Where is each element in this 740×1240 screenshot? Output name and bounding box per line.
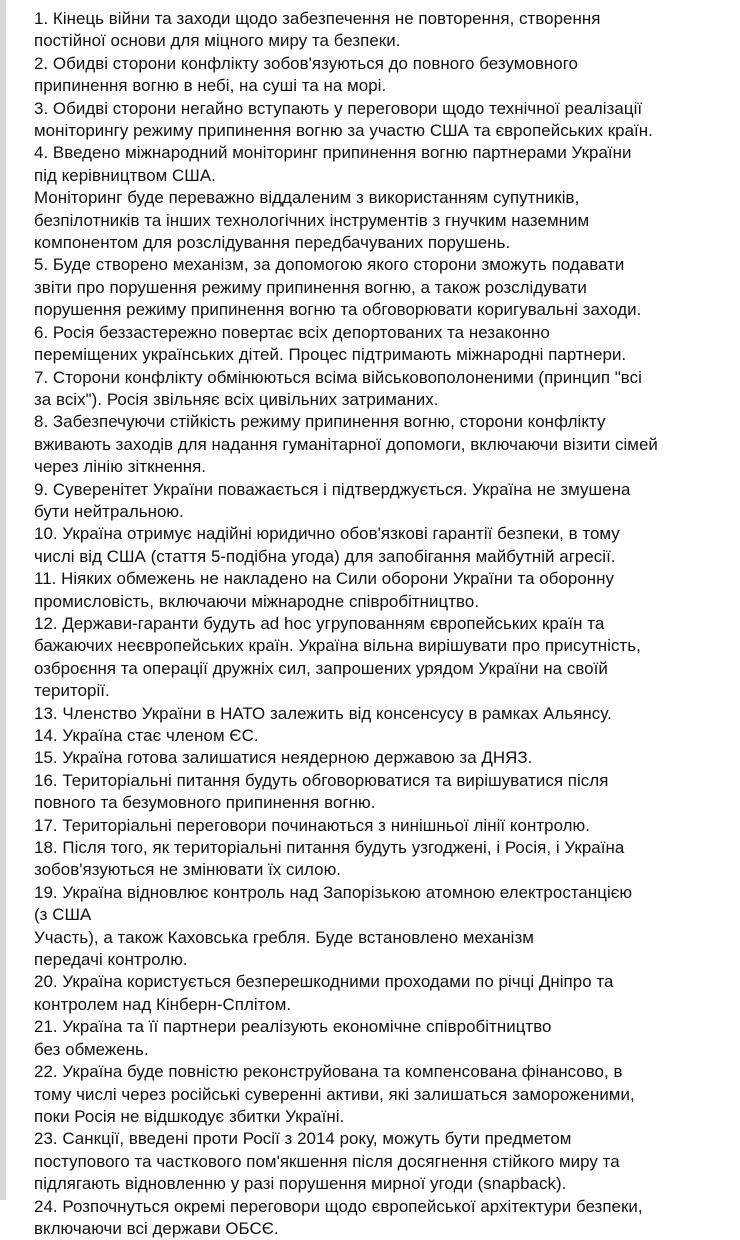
text-line: 6. Росія беззастережно повертає всіх депортованих та незаконно	[34, 322, 550, 342]
text-line: без обмежень.	[34, 1039, 149, 1059]
text-line: поки Росія не відшкодує збитки Україні.	[34, 1106, 345, 1126]
text-line: 12. Держави-гаранти будуть ad hoc угрупованням європейських країн та	[34, 613, 605, 633]
text-line: 11. Ніяких обмежень не накладено на Сили оборони України та оборонну	[34, 569, 615, 589]
text-line: через лінію зіткнення.	[34, 457, 207, 477]
text-line: 18. Після того, як територіальні питання будуть узгоджені, і Росія, і Україна	[34, 838, 625, 858]
text-line: переміщених українських дітей. Процес підтримають міжнародні партнери.	[34, 345, 627, 365]
text-line: 16. Територіальні питання будуть обговорюватися та вирішуватися після	[34, 770, 609, 790]
text-line: числі від США (стаття 5-подібна угода) для запобігання майбутній агресії.	[34, 546, 616, 566]
text-line: 22. Україна буде повністю реконструйована та компенсована фінансово, в	[34, 1062, 623, 1082]
text-line: бажаючих неєвропейських країн. Україна вільна вирішувати про присутність,	[34, 636, 641, 656]
text-line: включаючи всі держави ОБСЄ.	[34, 1218, 279, 1238]
text-line: припинення вогню в небі, на суші та на морі.	[34, 76, 387, 96]
text-line: безпілотників та інших технологічних інструментів з гнучким наземним	[34, 210, 590, 230]
text-line: 1. Кінець війни та заходи щодо забезпечення не повторення, створення	[34, 9, 601, 28]
text-line: 7. Сторони конфлікту обмінюються всіма військовополоненими (принцип "всі	[34, 367, 642, 387]
text-line: 17. Територіальні переговори починаються з нинішньої лінії контролю.	[34, 815, 591, 835]
text-line: Моніторинг буде переважно віддаленим з використанням супутників,	[34, 188, 580, 208]
text-line: під керівництвом США.	[34, 165, 216, 185]
text-line: 23. Санкції, введені проти Росії з 2014 року, можуть бути предметом	[34, 1129, 572, 1149]
text-line: звіти про порушення режиму припинення вогню, а також розслідувати	[34, 277, 587, 297]
left-border	[0, 0, 6, 1200]
text-line: 20. Україна користується безперешкодними проходами по річці Дніпро та	[34, 972, 614, 992]
text-line: повного та безумовного припинення вогню.	[34, 793, 376, 813]
text-line: 3. Обидві сторони негайно вступають у переговори щодо технічної реалізації	[34, 98, 643, 118]
document-text	[34, 8, 734, 1240]
text-line: передачі контролю.	[34, 950, 188, 970]
text-line: 19. Україна відновлює контроль над Запорізькою атомною електростанцією	[34, 882, 633, 902]
text-line: 2. Обидві сторони конфлікту зобов'язуються до повного безумовного	[34, 53, 578, 73]
text-line: 14. Україна стає членом ЄС.	[34, 726, 259, 745]
text-line: вживають заходів для надання гуманітарної допомоги, включаючи візити сімей	[34, 434, 658, 454]
text-line: Участь), а також Каховська гребля. Буде встановлено механізм	[34, 927, 534, 947]
text-line: 8. Забезпечуючи стійкість режиму припинення вогню, сторони конфлікту	[34, 412, 606, 432]
text-line: 24. Розпочнуться окремі переговори щодо європейської архітектури безпеки,	[34, 1196, 643, 1216]
text-line: (з США	[34, 905, 92, 925]
text-line: 4. Введено міжнародний моніторинг припинення вогню партнерами України	[34, 143, 632, 163]
text-line: за всіх"). Росія звільняє всіх цивільних затриманих.	[34, 389, 439, 409]
text-line: бути нейтральною.	[34, 501, 184, 521]
text-line: моніторингу режиму припинення вогню за участю США та європейських країн.	[34, 121, 653, 141]
text-line: озброєння та операції дружніх сил, запрошених урядом України на своїй	[34, 658, 608, 678]
text-line: 15. Україна готова залишатися неядерною державою за ДНЯЗ.	[34, 748, 533, 768]
text-line: порушення режиму припинення вогню та обговорювати коригувальні заходи.	[34, 300, 642, 320]
text-line: підлягають відновленню у разі порушення мирної угоди (snapback).	[34, 1174, 567, 1194]
text-line: поступового та часткового пом'якшення після досягнення стійкого миру та	[34, 1151, 620, 1171]
text-line: тому числі через російські суверенні активи, які залишаться замороженими,	[34, 1084, 635, 1104]
text-line: 5. Буде створено механізм, за допомогою якого сторони зможуть подавати	[34, 255, 625, 275]
text-line: промисловість, включаючи міжнародне співробітництво.	[34, 591, 480, 611]
text-line: постійної основи для міцного миру та безпеки.	[34, 31, 401, 51]
text-line: 10. Україна отримує надійні юридично обов'язкові гарантії безпеки, в тому	[34, 524, 620, 544]
text-line: контролем над Кінберн-Сплітом.	[34, 994, 292, 1014]
text-line: зобов'язуються не змінювати їх силою.	[34, 860, 342, 880]
text-line: 9. Суверенітет України поважається і підтверджується. Україна не змушена	[34, 479, 631, 499]
text-line: території.	[34, 681, 110, 701]
text-line: 21. Україна та її партнери реалізують економічне співробітництво	[34, 1017, 552, 1037]
text-line: 13. Членство України в НАТО залежить від консенсусу в рамках Альянсу.	[34, 703, 612, 723]
text-line: компонентом для розслідування передбачуваних порушень.	[34, 233, 511, 253]
